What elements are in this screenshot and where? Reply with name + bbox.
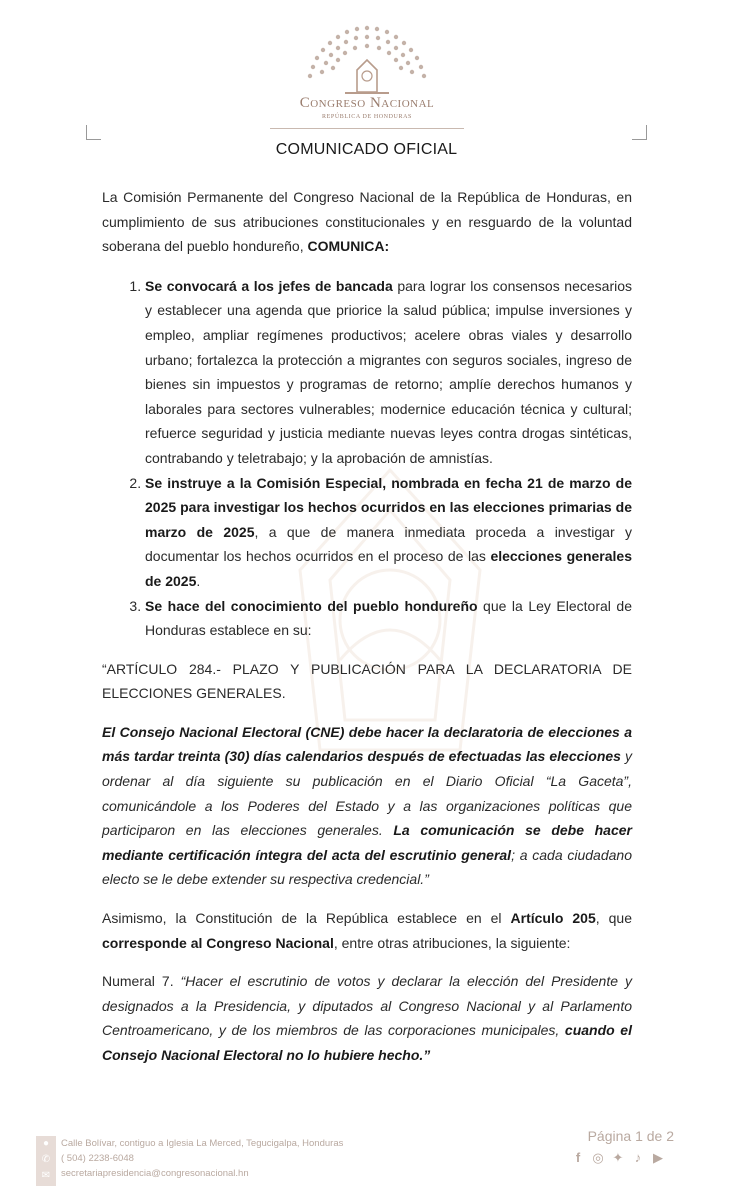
- phone-icon: ✆: [41, 1154, 51, 1165]
- mail-icon: ✉: [41, 1170, 51, 1181]
- numeral-paragraph: Numeral 7. “Hacer el escrutinio de votos y declarar la elección del Presidente y designados a la Presidencia, y diputados al Congreso Nacional y al Parlamento Centroamericano, y de los miembros de las corporaciones municipales, cuando el Consejo Nacional Electoral no lo hubiere hecho.”: [102, 973, 633, 1063]
- footer-address: Calle Bolívar, contiguo a Iglesia La Merced, Tegucigalpa, Honduras: [61, 1138, 344, 1149]
- article-heading: “ARTÍCULO 284.- PLAZO Y PUBLICACIÓN PARA LA DECLARATORIA DE ELECCIONES GENERALES.: [102, 660, 632, 702]
- intro-emphasis: COMUNICA:: [307, 238, 390, 255]
- article-quote: El Consejo Nacional Electoral (CNE) debe hacer la declaratoria de elecciones a más tardar treinta (30) días calendarios después de efectuadas las elecciones y ordenar al día siguiente su publicación en el Diario Oficial “La Gaceta”, comunicándole a los Poderes del Estado y a las organizaciones políticas que participaron en las elecciones generales. La comunicación se debe hacer mediante certificación íntegra del acta del escrutinio general; a cada ciudadano electo se le debe extender su respectiva credencial.”: [102, 723, 633, 888]
- organization-subtitle: REPÚBLICA DE HONDURAS: [322, 114, 412, 120]
- document-title: COMUNICADO OFICIAL: [275, 141, 458, 158]
- intro-paragraph: La Comisión Permanente del Congreso Nacional de la República de Honduras, en cumplimiento de sus atribuciones constitucionales y en resguardo de la voluntad soberana del pueblo hondureño, COMUNICA:: [102, 189, 632, 255]
- congress-seal-logo: [295, 20, 439, 106]
- list-item: 3. Se hace del conocimiento del pueblo hondureño que la Ley Electoral de Honduras establece en su:: [145, 594, 632, 643]
- social-links: [570, 1150, 666, 1166]
- numeral-label: Numeral 7.: [102, 973, 174, 990]
- footer-email[interactable]: secretariapresidencia@congresonacional.hn: [61, 1168, 249, 1179]
- header-divider: [270, 128, 464, 129]
- organization-name: Congreso Nacional: [299, 95, 435, 111]
- twitter-icon[interactable]: ✦: [612, 1150, 624, 1165]
- facebook-icon[interactable]: f: [575, 1150, 581, 1165]
- page-footer: [36, 1128, 686, 1188]
- communique-list: [102, 274, 632, 643]
- corner-mark-left: [86, 125, 101, 140]
- tiktok-icon[interactable]: ♪: [634, 1150, 642, 1165]
- footer-phone[interactable]: ( 504) 2238-6048: [61, 1153, 134, 1164]
- location-icon: ●: [42, 1138, 50, 1149]
- list-item: 2. Se instruye a la Comisión Especial, nombrada en fecha 21 de marzo de 2025 para investigar los hechos ocurridos en las elecciones primarias de marzo de 2025, a que de manera inmediata proceda a investigar y documentar los hechos ocurridos en el proceso de las elecciones generales de 2025.: [145, 471, 632, 594]
- document-body: [102, 185, 632, 1068]
- page-number: Página 1 de 2: [587, 1128, 674, 1144]
- constitution-paragraph: Asimismo, la Constitución de la República establece en el Artículo 205, que corresponde al Congreso Nacional, entre otras atribuciones, la siguiente:: [102, 910, 633, 951]
- corner-mark-right: [632, 125, 647, 140]
- youtube-icon[interactable]: ▶: [653, 1150, 663, 1165]
- list-item: 1. Se convocará a los jefes de bancada para lograr los consensos necesarios y establecer una agenda que priorice la salud pública; impulse inversiones y empleo, ampliar regímenes productivos; acelere obras viales y desarrollo urbano; fortalezca la protección a migrantes con seguros sociales, ingreso de bienes sin impuestos y programas de retorno; amplíe derechos humanos y laborales para sectores vulnerables; modernice educación técnica y cultural; refuerce seguridad y justicia mediante nuevas leyes contra drogas sintéticas, contrabando y teletrabajo; y la aprobación de amnistías.: [145, 274, 632, 471]
- instagram-icon[interactable]: ◎: [592, 1150, 604, 1165]
